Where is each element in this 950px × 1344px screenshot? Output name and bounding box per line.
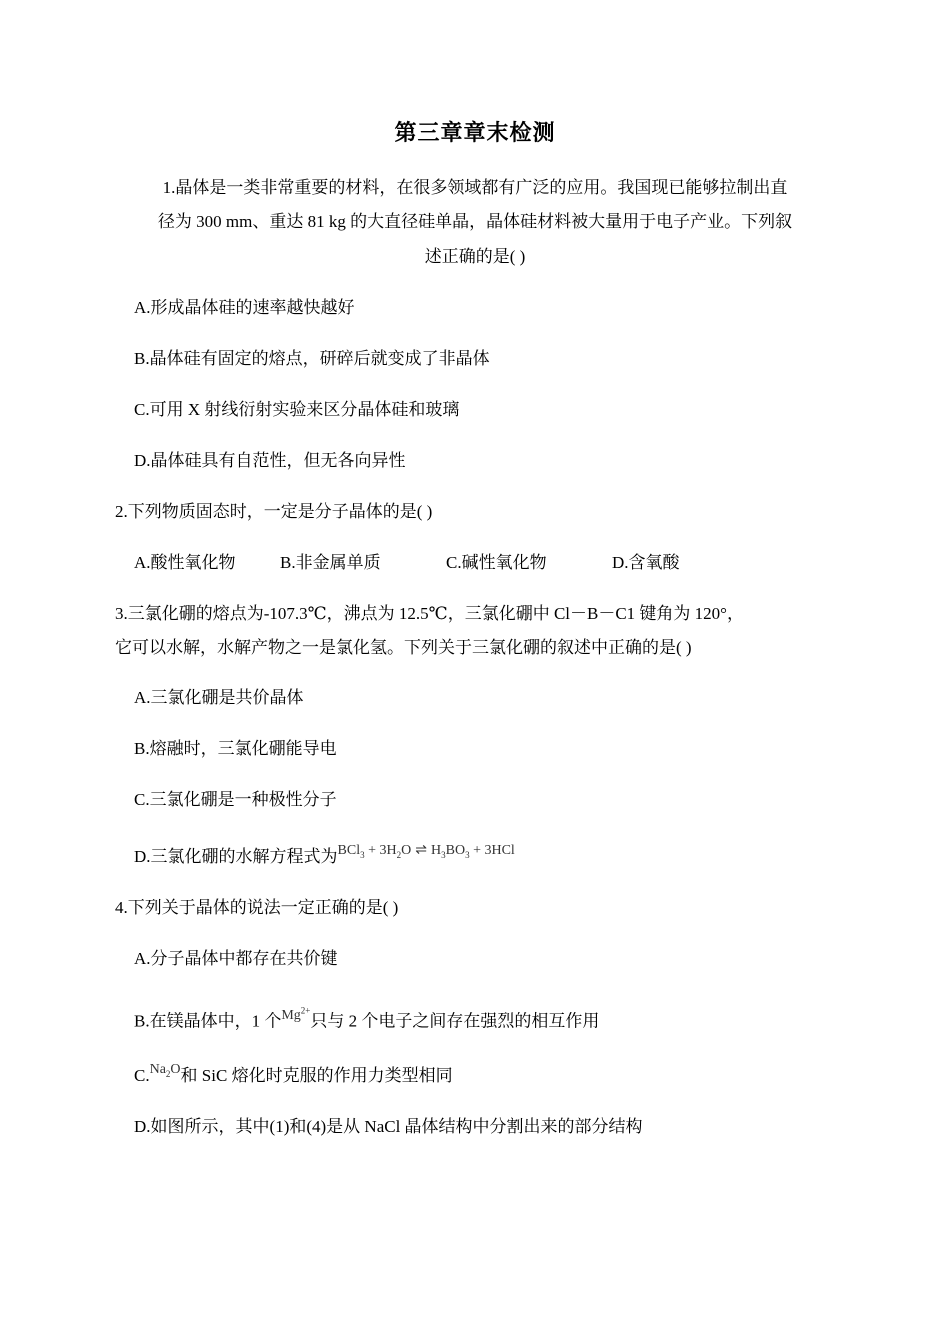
formula-superscript: 2+: [300, 1005, 311, 1015]
formula-subscript: 3: [465, 849, 470, 860]
formula-part: H: [430, 843, 442, 858]
formula-subscript: 3: [441, 849, 446, 860]
q2-stem: 2.下列物质固态时，一定是分子晶体的是( ): [115, 502, 433, 521]
q3-option-b: B.熔融时，三氯化硼能导电: [134, 739, 337, 758]
q3-option-d-text: D.三氯化硼的水解方程式为: [134, 847, 338, 866]
formula-part: + 3HCl: [469, 843, 515, 858]
formula-part: BO: [445, 843, 466, 858]
sodium-oxide-formula: [150, 1062, 181, 1077]
q3-stem-line-1: 3.三氯化硼的熔点为-107.3℃，沸点为 12.5℃，三氯化硼中 Cl－B－C1 键角为 120°，: [115, 604, 744, 623]
formula-part: Na: [149, 1062, 166, 1077]
formula-part: BCl: [337, 843, 361, 858]
q1-option-b: B.晶体硅有固定的熔点，研碎后就变成了非晶体: [134, 349, 490, 368]
q4-option-a: A.分子晶体中都存在共价键: [134, 949, 338, 968]
q3-stem-line-2: 它可以水解，水解产物之一是氯化氢。下列关于三氯化硼的叙述中正确的是( ): [115, 638, 692, 657]
magnesium-ion-formula: [281, 1005, 311, 1023]
q4-stem: 4.下列关于晶体的说法一定正确的是( ): [115, 898, 399, 917]
q4-option-c-suffix: 和 SiC 熔化时克服的作用力类型相同: [180, 1066, 453, 1085]
q2-option-a: A.酸性氧化物: [134, 553, 236, 572]
hydrolysis-equation: [338, 843, 515, 858]
q4-option-b: [134, 1006, 599, 1036]
formula-part: O: [401, 843, 412, 858]
q1-stem-line-1: 1.晶体是一类非常重要的材料，在很多领域都有广泛的应用。我国现已能够拉制出直: [162, 178, 788, 197]
formula-subscript: 3: [360, 849, 365, 860]
q4-option-b-prefix: B.在镁晶体中，1 个: [134, 1011, 282, 1031]
q1-stem-line-2: 径为 300 mm、重达 81 kg 的大直径硅单晶，晶体硅材料被大量用于电子产业。下列叙: [157, 212, 793, 231]
q4-option-d: D.如图所示，其中(1)和(4)是从 NaCl 晶体结构中分割出来的部分结构: [134, 1117, 643, 1136]
page-title: 第三章章末检测: [394, 120, 556, 145]
formula-part: Mg: [281, 1007, 301, 1023]
q2-option-c: C.碱性氧化物: [446, 553, 547, 572]
q4-option-c: [134, 1064, 453, 1094]
q1-stem-line-3: 述正确的是( ): [424, 247, 526, 266]
q4-option-c-prefix: C.: [134, 1066, 150, 1085]
formula-subscript: 2: [165, 1068, 171, 1079]
formula-subscript: 2: [396, 849, 402, 860]
q2-option-b: B.非金属单质: [280, 553, 381, 572]
formula-part: O: [170, 1062, 181, 1077]
q2-option-d: D.含氧酸: [612, 553, 680, 572]
q1-option-c: C.可用 X 射线衍射实验来区分晶体硅和玻璃: [134, 400, 460, 419]
equilibrium-arrow-icon: ⇌: [415, 843, 427, 858]
q1-option-d: D.晶体硅具有自范性，但无各向异性: [134, 451, 406, 470]
q3-option-c: C.三氯化硼是一种极性分子: [134, 790, 337, 809]
q4-option-b-suffix: 只与 2 个电子之间存在强烈的相互作用: [310, 1011, 600, 1031]
q3-option-d: [134, 845, 515, 875]
q1-option-a: A.形成晶体硅的速率越快越好: [134, 298, 355, 317]
formula-part: + 3H: [364, 843, 397, 858]
q3-option-a: A.三氯化硼是共价晶体: [134, 688, 304, 707]
